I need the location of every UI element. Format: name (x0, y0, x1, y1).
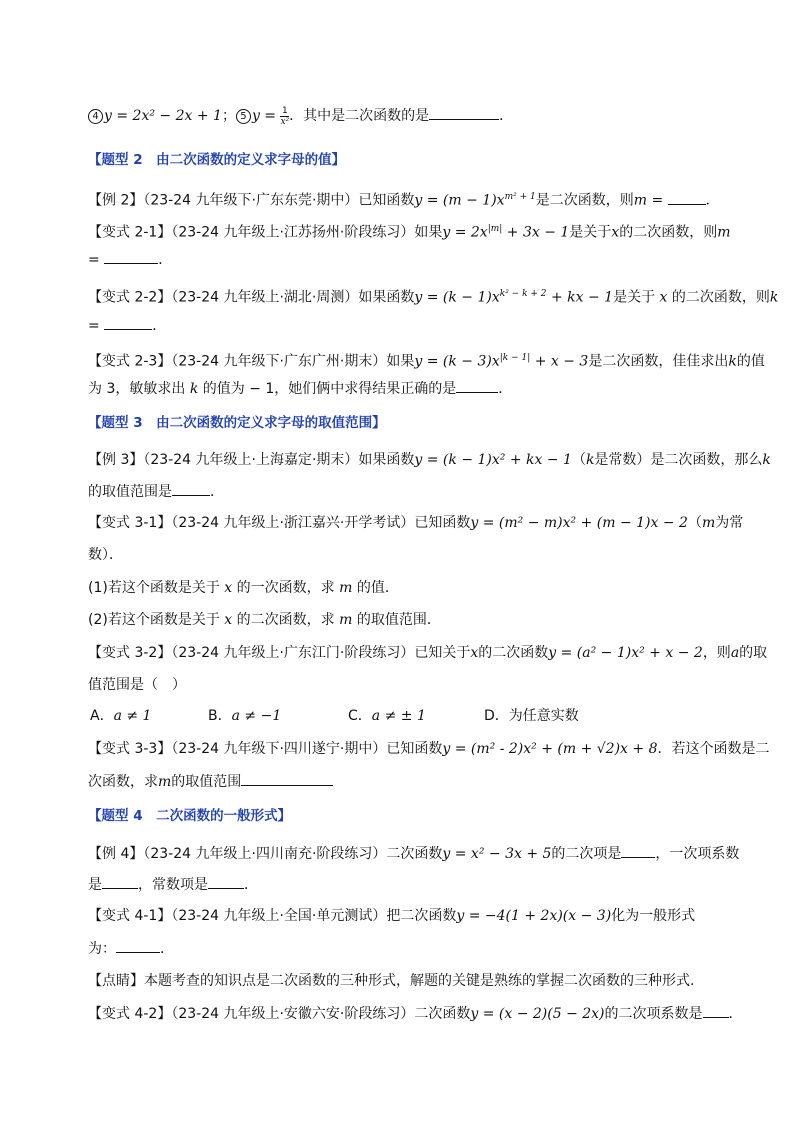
variant-label: 【变式 2-1】 (88, 224, 172, 241)
question-text: 为 3，敏敏求出 (88, 381, 190, 397)
source-text: （23-24 九年级上·安徽六安·阶段练习）二次函数 (171, 1006, 471, 1022)
variable-k: k (585, 452, 595, 468)
variable-x: x (224, 612, 233, 628)
question-text: 的取值范围是 (88, 484, 172, 500)
equation: y = (m² - 2)x² + (m + √2)x + 8 (442, 741, 658, 757)
exponent: |k − 1| (499, 353, 531, 363)
question-text: 化为一般形式 (611, 908, 696, 924)
exponent: |m| (487, 224, 503, 234)
fraction (280, 106, 289, 127)
question-text: 是二次函数，则 (535, 192, 634, 209)
question-text-3: 的取 (739, 645, 768, 661)
circled-number-5: 5 (236, 109, 251, 124)
answer-blank (116, 938, 160, 953)
variant-label: 【变式 3-1】 (88, 515, 172, 531)
choice-c (348, 706, 484, 726)
choice-b-letter: B． (208, 708, 232, 724)
variant-4-1 (88, 906, 734, 926)
question-text: ．其中是二次函数的是 (289, 108, 430, 124)
variant-2-3 (88, 348, 765, 370)
source-text: （23-24 九年级上·广东江门·阶段练习）已知关于 (171, 645, 471, 661)
question-text: 是关于 (613, 289, 660, 306)
choice-d: D．为任意实数 (484, 708, 579, 724)
equation: y = (k − 1)x² + kx − 1 (414, 452, 572, 468)
period: ． (160, 941, 174, 957)
part-text-2: 的二次函数，求 (232, 612, 340, 628)
part-text: (1)若这个函数是关于 (88, 580, 225, 596)
variant-3-1-part-2 (88, 610, 734, 630)
source-text: （23-24 九年级上·江苏扬州·阶段练习）如果 (171, 224, 443, 241)
choice-a (90, 706, 208, 726)
variant-2-2 (88, 284, 779, 306)
example-4 (88, 843, 740, 863)
question-text-2: 的值为 − 1，她们俩中求得结果正确的是 (198, 381, 457, 397)
key-point (88, 971, 734, 991)
source-text: （23-24 九年级上·上海嘉定·期末）如果函数 (143, 452, 415, 468)
answer-blank (104, 315, 152, 330)
variable-m: m (717, 224, 731, 241)
variable-m: m (158, 774, 172, 790)
source-text: （23-24 九年级上·浙江嘉兴·开学考试）已知函数 (171, 515, 471, 531)
variable-a: a (730, 645, 740, 661)
variable-k: k (769, 289, 779, 306)
question-text: 为： (88, 941, 116, 957)
period: ． (728, 1006, 743, 1022)
part-text-3: 的取值范围． (352, 612, 441, 628)
example-label: 【例 4】 (88, 846, 144, 862)
answer-blank-1 (621, 843, 655, 858)
question-text: 的二次项是 (551, 846, 622, 862)
exponent: k² − k + 2 (499, 289, 547, 299)
example-3-continued (88, 481, 734, 501)
fraction-denominator: x² (280, 116, 290, 127)
variant-label: 【变式 2-3】 (88, 353, 172, 370)
question-text: 是二次函数，佳佳求出 (588, 353, 729, 370)
variant-2-3-continued (88, 378, 734, 398)
question-text-2: 的取值范围 (171, 774, 242, 790)
example-label: 【例 2】 (88, 192, 144, 209)
source-text: （23-24 九年级下·广东东莞·期中）已知函数 (143, 192, 415, 209)
period: ． (705, 192, 720, 209)
variable-x: x (659, 289, 668, 306)
variant-label: 【变式 3-3】 (88, 741, 172, 757)
variant-2-2-continued (88, 315, 734, 335)
choices-row (90, 706, 734, 726)
item-4-5-line (88, 105, 734, 125)
separator: ； (221, 108, 236, 124)
variable-k-2: k (762, 452, 771, 468)
variable-x: x (470, 645, 479, 661)
variable-x: x (611, 224, 620, 241)
variant-4-2 (88, 1003, 743, 1023)
variant-3-1-continued: 数）． (88, 547, 123, 563)
example-3 (88, 450, 771, 470)
section-heading-2: 【题型 2 由二次函数的定义求字母的值】 (88, 152, 346, 168)
period: ． (158, 252, 173, 268)
choice-a-value: a ≠ 1 (113, 708, 152, 724)
source-text: （23-24 九年级上·四川南充·阶段练习）二次函数 (143, 846, 443, 862)
variant-3-2 (88, 643, 768, 663)
variable-k: k (728, 353, 737, 370)
question-text: 的二次项系数是 (604, 1006, 703, 1022)
part-text-3: 的值． (352, 580, 399, 596)
choice-b (208, 706, 348, 726)
equation: y = 2x (442, 224, 488, 241)
variant-label: 【变式 2-2】 (88, 289, 172, 306)
equation: y = (m² − m)x² + (m − 1)x − 2 (470, 515, 688, 531)
period: ． (499, 108, 514, 124)
source-text: （23-24 九年级上·湖北·周测）如果函数 (171, 289, 415, 306)
question-text: ．若这个函数是二 (657, 741, 770, 757)
key-point-text: 本题考查的知识点是二次函数的三种形式，解题的关键是熟练的掌握二次函数的三种形式. (144, 973, 695, 989)
part-text-2: 的一次函数，求 (232, 580, 340, 596)
answer-blank-2 (102, 874, 138, 889)
question-text-2: ，一次项系数 (655, 846, 740, 862)
equals-sign: = (88, 318, 105, 334)
equation-tail: + x − 3 (530, 353, 589, 370)
answer-blank (456, 378, 498, 393)
period: ． (210, 484, 224, 500)
answer-blank (668, 190, 706, 205)
variant-3-3 (88, 739, 770, 759)
variant-3-3-continued (88, 771, 734, 791)
equation: y = (k − 3)x (414, 353, 500, 370)
choice-c-value: a ≠ ± 1 (371, 708, 426, 724)
variant-3-2-continued: 值范围是（ ） (88, 677, 186, 693)
paren-open: （ (687, 515, 702, 531)
answer-blank (429, 105, 499, 120)
equation-4: y = 2x² − 2x + 1 (104, 108, 222, 124)
choice-c-letter: C． (348, 708, 372, 724)
equation: y = (m − 1)x (414, 192, 505, 209)
variant-2-1-continued (88, 249, 734, 269)
key-point-label: 【点睛】 (88, 973, 144, 989)
question-text: 次函数，求 (88, 774, 158, 790)
source-text: （23-24 九年级下·四川遂宁·期中）已知函数 (171, 741, 443, 757)
question-text-2: 的二次函数，则 (619, 224, 718, 241)
question-text-2: ，常数项是 (138, 877, 208, 893)
variant-4-1-continued (88, 938, 734, 958)
equation-tail: + 3x − 1 (502, 224, 570, 241)
equation: y = −4(1 + 2x)(x − 3) (456, 908, 612, 924)
variant-3-1 (88, 513, 744, 533)
variable-m: m (339, 612, 353, 628)
section-heading-3: 【题型 3 由二次函数的定义求字母的取值范围】 (88, 415, 386, 431)
choice-a-letter: A． (90, 708, 114, 724)
paren-open: （ (571, 452, 586, 468)
choice-b-value: a ≠ −1 (231, 708, 282, 724)
example-2 (88, 187, 734, 207)
period: ． (152, 318, 167, 334)
variable-k: k (189, 381, 199, 397)
section-heading-4: 【题型 4 二次函数的一般形式】 (88, 808, 292, 824)
equals-sign: = (88, 252, 105, 268)
variable: m = (633, 192, 668, 209)
answer-blank (104, 249, 158, 264)
question-text-2: 的二次函数，则 (667, 289, 770, 306)
variable-x: x (224, 580, 233, 596)
variable-m: m (701, 515, 716, 531)
question-text: 是 (88, 877, 102, 893)
question-text: 是关于 (569, 224, 612, 241)
exponent: m² + 1 (504, 192, 536, 202)
variable-m: m (339, 580, 353, 596)
variant-label: 【变式 4-2】 (88, 1006, 172, 1022)
equation: y = x² − 3x + 5 (442, 846, 552, 862)
circled-number-4: 4 (88, 109, 103, 124)
equation: y = (x − 2)(5 − 2x) (470, 1006, 605, 1022)
part-text: (2)若这个函数是关于 (88, 612, 225, 628)
example-4-continued (88, 874, 734, 894)
source-text: （23-24 九年级上·全国·单元测试）把二次函数 (171, 908, 457, 924)
answer-blank (241, 771, 333, 786)
answer-blank (172, 481, 210, 496)
example-label: 【例 3】 (88, 452, 144, 468)
source-text: （23-24 九年级下·广东广州·期末）如果 (171, 353, 415, 370)
variant-2-1 (88, 219, 734, 239)
equation-5-prefix: y = (251, 108, 281, 124)
answer-blank (703, 1003, 729, 1018)
fraction-numerator: 1 (281, 105, 288, 116)
variant-3-1-part-1 (88, 578, 734, 598)
question-text: 为常 (715, 515, 744, 531)
variant-label: 【变式 4-1】 (88, 908, 172, 924)
equation: y = (a² − 1)x² + x − 2 (548, 645, 703, 661)
equation-tail: + kx − 1 (546, 289, 614, 306)
question-text-2: ，则 (702, 645, 731, 661)
variant-label: 【变式 3-2】 (88, 645, 172, 661)
equation: y = (k − 1)x (414, 289, 500, 306)
question-text-2: 的值 (736, 353, 765, 370)
question-text: 的二次函数 (478, 645, 549, 661)
period: ． (244, 877, 258, 893)
answer-blank-3 (208, 874, 244, 889)
period: ． (498, 381, 513, 397)
question-text: 是常数）是二次函数，那么 (594, 452, 763, 468)
